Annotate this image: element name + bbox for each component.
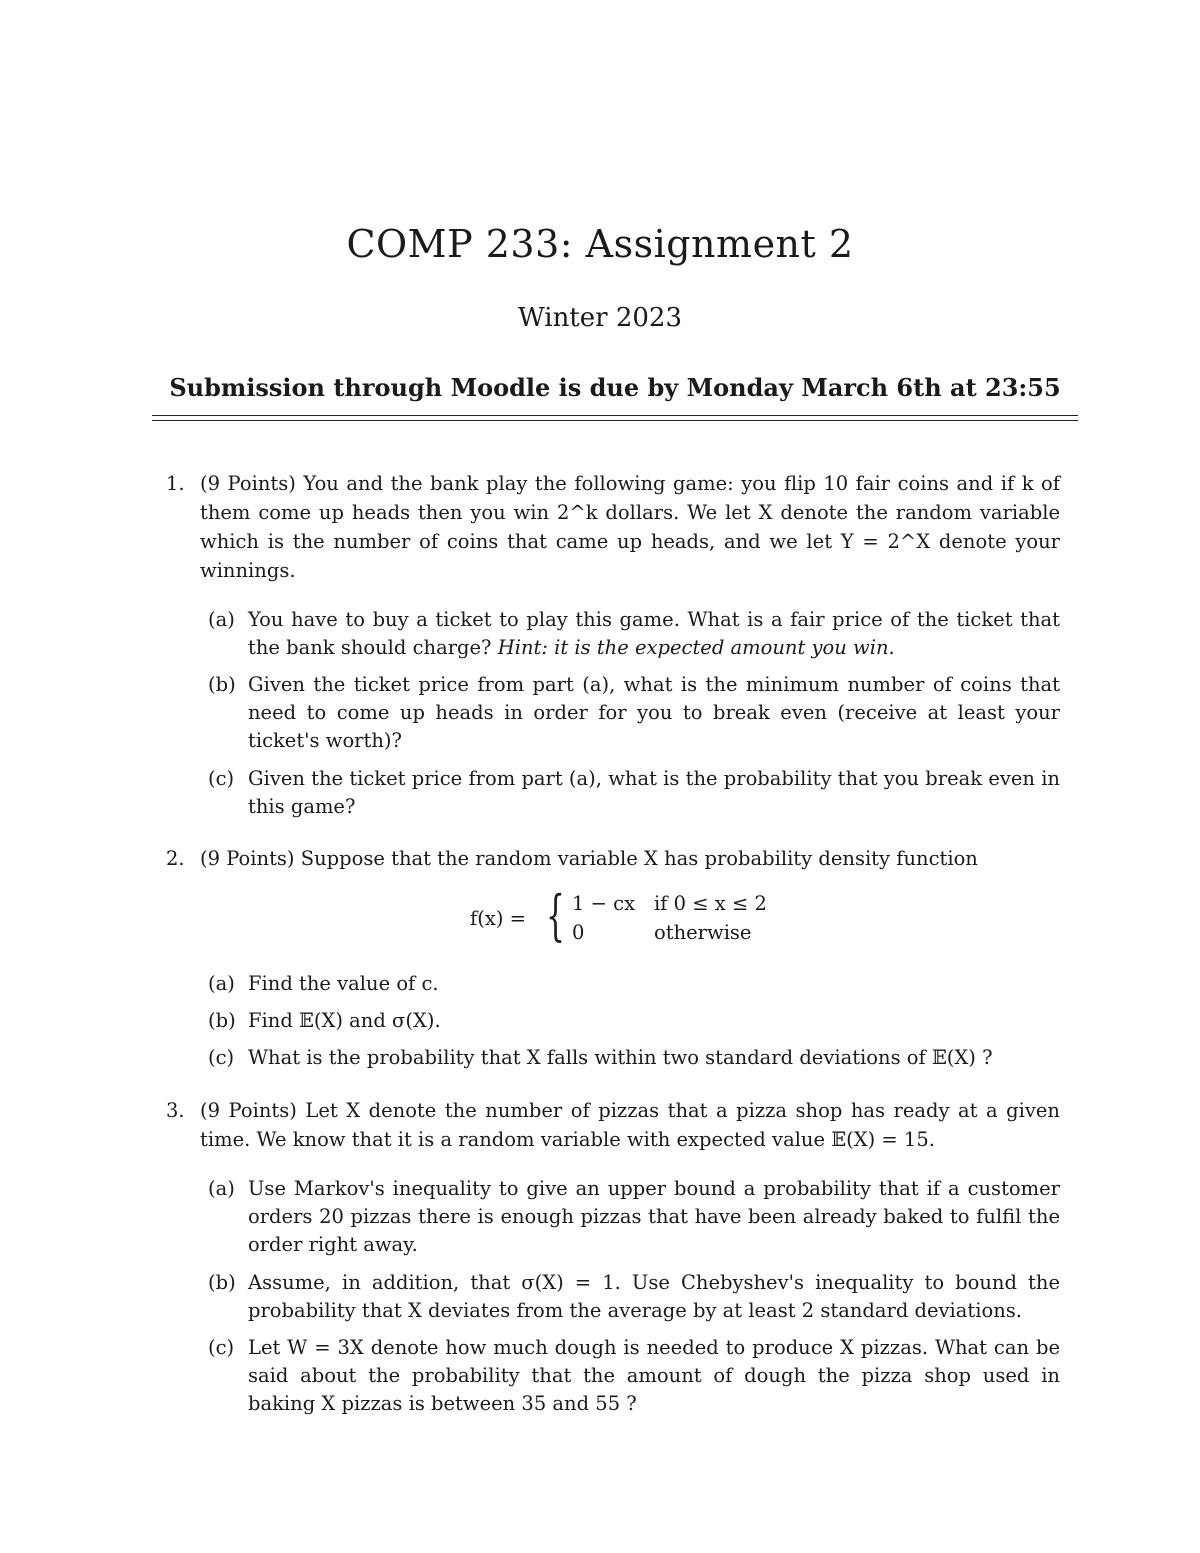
problem-text: Suppose that the random variable X has probability density function (300, 847, 978, 870)
term-label: Winter 2023 (517, 303, 683, 333)
problem-number: 2. (166, 847, 185, 870)
problem-intro: (9 Points) Let X denote the number of pizzas that a pizza shop has ready at a given time. We know that it is a random variable with expected value 𝔼(X) = 15. (200, 1099, 1060, 1151)
problem-text: You and the bank play the following game: you flip 10 fair coins and if k of them come up heads then you win 2^k dollars. We let X denote the random variable which is the number of coins that came up heads, and we let Y = 2^X denote your winnings. (200, 472, 1061, 582)
hint-text: Hint: it is the expected amount you win. (497, 636, 895, 659)
assignment-page: COMP 233: Assignment 2 Winter 2023 Submission through Moodle is due by Monday March 6th at 23:55 1. (9 Points) You and the bank play the following game: you flip 10 fair coins and if k of them come up heads then you win 2^k dollars. We let X denote the random variable which is the number of coins that came up heads, and we let Y = 2^X denote your winnings. (a) You have to buy a ticket to play this game. What is a fair price of the ticket that the bank should charge? Hint: it is the expected amount you win. (b) Given the ticket price from part (a), what is the minimum number of coins that need to come up heads in order for you to break even (receive at least your ticket's worth)? (c) Given the ticket price from part (a), what is the probability that you break even in this game? 2. (9 Points) Suppose that the random variable X has probability density function f(x) = { 1 − cx if 0 ≤ x ≤ 2 0 otherwise (a) Find the value of c. (b) Find 𝔼(X) and σ(X). (c) What is the probability that X falls within two standard deviations of 𝔼(X) ? 3. (9 Points) Let X denote the number of pizzas that a pizza shop has ready at a given time. We know that it is a random variable with expected value 𝔼(X) = 15. (a) Use Markov's inequality to give an upper bound a probability that if a customer orders 20 pizzas there is enough pizzas that have been already baked to fulfil the order right away. (b) Assume, in addition, that σ(X) = 1. Use Chebyshev's inequality to bound the probability that X deviates from the average by at least 2 standard deviations. (c) Let W = 3X denote how much dough is needed to produce X pizzas. What can be said about the probability that the amount of dough the pizza shop used in baking X pizzas is between 35 and 55 ? (0, 0, 1200, 1553)
density-function-formula: f(x) = { 1 − cx if 0 ≤ x ≤ 2 0 otherwise (470, 884, 767, 947)
divider-line (152, 420, 1078, 421)
problem-intro: (9 Points) You and the bank play the following game: you flip 10 fair coins and if k of them come up heads then you win 2^k dollars. We let X denote the random variable which is the number of coins that came up heads, and we let Y = 2^X denote your winnings. (200, 472, 1061, 582)
due-date-notice: Submission through Moodle is due by Monday March 6th at 23:55 (169, 373, 1061, 402)
divider-line (152, 415, 1078, 416)
problem-number: 1. (166, 472, 185, 495)
left-brace: { (546, 884, 565, 947)
problem-number: 3. (166, 1099, 185, 1122)
problem-intro: (9 Points) Suppose that the random variable X has probability density function (200, 847, 978, 870)
problem-text: Let X denote the number of pizzas that a pizza shop has ready at a given time. We know that it is a random variable with expected value 𝔼(X) = 15. (200, 1099, 1060, 1151)
page-title: COMP 233: Assignment 2 (346, 222, 854, 266)
